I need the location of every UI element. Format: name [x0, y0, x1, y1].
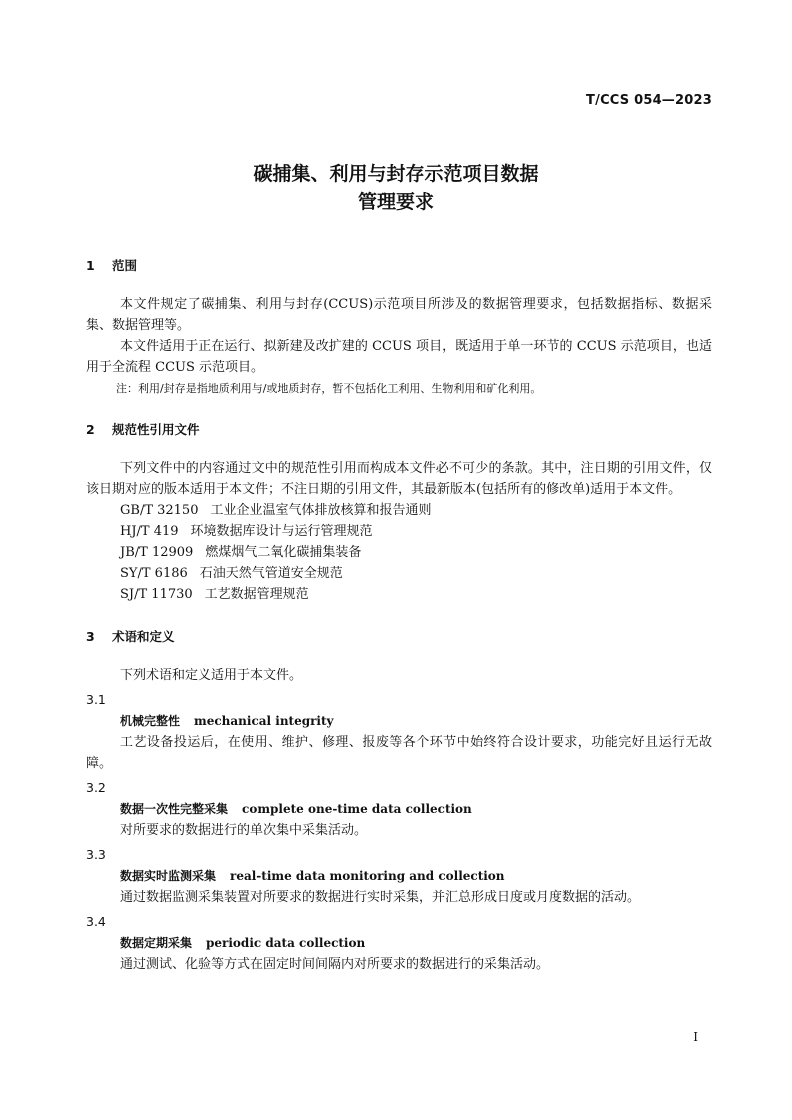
term-number: 3.3 — [86, 847, 106, 862]
term-en: periodic data collection — [206, 936, 366, 950]
title-line-1: 碳捕集、利用与封存示范项目数据 — [253, 163, 539, 185]
term-zh: 数据实时监测采集 — [120, 869, 217, 883]
document-title — [0, 160, 792, 216]
reference-item — [120, 584, 712, 605]
reference-name: 环境数据库设计与运行管理规范 — [190, 524, 373, 539]
term-name — [120, 798, 712, 820]
title-line-2: 管理要求 — [357, 191, 434, 213]
reference-name: 工艺数据管理规范 — [204, 587, 309, 602]
term-definition: 工艺设备投运后，在使用、维护、修理、报废等各个环节中始终符合设计要求，功能完好且运行无故障。 — [86, 735, 712, 771]
reference-code: GB/T 32150 — [120, 503, 199, 518]
term-definition: 通过数据监测采集装置对所要求的数据进行实时采集，并汇总形成日度或月度数据的活动。 — [120, 890, 641, 905]
term-name — [120, 932, 712, 954]
reference-item — [120, 500, 712, 521]
page-number: I — [693, 1030, 698, 1044]
reference-code: HJ/T 419 — [120, 524, 179, 539]
paragraph: 下列术语和定义适用于本文件。 — [120, 668, 303, 683]
term-definition: 对所要求的数据进行的单次集中采集活动。 — [120, 823, 368, 838]
reference-item — [120, 563, 712, 584]
section-heading-terms — [86, 627, 712, 645]
document-body — [86, 256, 712, 975]
section-title: 术语和定义 — [112, 629, 175, 644]
term-number: 3.2 — [86, 780, 106, 795]
reference-item — [120, 542, 712, 563]
reference-code: SJ/T 11730 — [120, 587, 193, 602]
term-definition: 通过测试、化验等方式在固定时间间隔内对所要求的数据进行的采集活动。 — [120, 957, 550, 972]
term-zh: 数据一次性完整采集 — [120, 802, 229, 816]
section-number: 3 — [86, 629, 95, 644]
section-title: 范围 — [112, 258, 138, 273]
term-en: mechanical integrity — [194, 714, 334, 728]
term-number: 3.4 — [86, 914, 106, 929]
section-number: 2 — [86, 422, 95, 437]
note: 注：利用/封存是指地质利用与/或地质封存，暂不包括化工利用、生物利用和矿化利用。 — [116, 382, 542, 395]
standard-number: T/CCS 054—2023 — [586, 93, 712, 108]
reference-code: JB/T 12909 — [120, 545, 194, 560]
paragraph: 本文件适用于正在运行、拟新建及改扩建的 CCUS 项目，既适用于单一环节的 CCUS 示范项目，也适用于全流程 CCUS 示范项目。 — [86, 339, 712, 375]
reference-name: 工业企业温室气体排放核算和报告通则 — [210, 503, 432, 518]
reference-code: SY/T 6186 — [120, 566, 188, 581]
section-number: 1 — [86, 258, 95, 273]
paragraph: 下列文件中的内容通过文中的规范性引用而构成本文件必不可少的条款。其中，注日期的引用文件，仅该日期对应的版本适用于本文件；不注日期的引用文件，其最新版本(包括所有的修改单)适用于本文件。 — [86, 461, 712, 497]
term-zh: 机械完整性 — [120, 714, 181, 728]
section-heading-scope — [86, 256, 712, 274]
term-zh: 数据定期采集 — [120, 936, 193, 950]
term-en: real-time data monitoring and collection — [230, 869, 505, 883]
paragraph: 本文件规定了碳捕集、利用与封存(CCUS)示范项目所涉及的数据管理要求，包括数据指标、数据采集、数据管理等。 — [86, 297, 712, 333]
reference-item — [120, 521, 712, 542]
term-name — [120, 865, 712, 887]
reference-name: 石油天然气管道安全规范 — [199, 566, 343, 581]
term-en: complete one-time data collection — [242, 802, 472, 816]
term-name — [120, 710, 712, 732]
section-title: 规范性引用文件 — [112, 422, 200, 437]
reference-name: 燃煤烟气二氧化碳捕集装备 — [205, 545, 362, 560]
term-number: 3.1 — [86, 692, 106, 707]
section-heading-normative-references — [86, 420, 712, 438]
